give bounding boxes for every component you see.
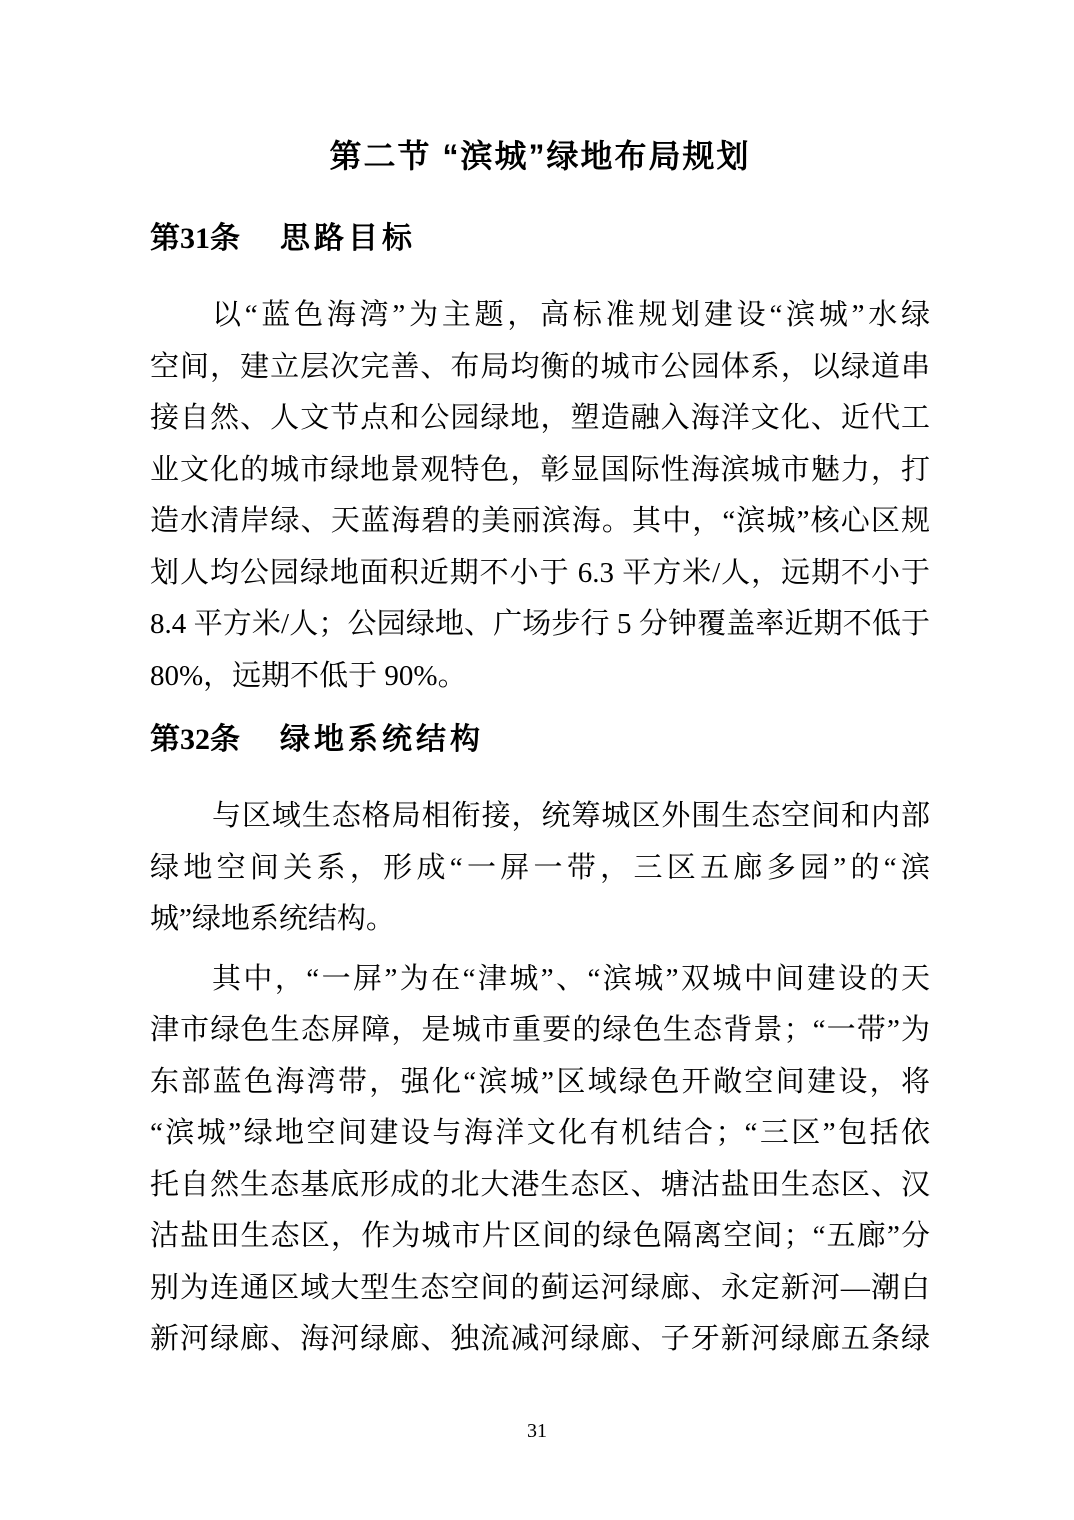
paragraph [150, 954, 930, 1366]
article-32-heading [150, 719, 930, 761]
text-line: 津市绿色生态屏障，是城市重要的绿色生态背景；“一带”为 [150, 1014, 930, 1046]
text-line: 8.4 平方米/人；公园绿地、广场步行 5 分钟覆盖率近期不低于 [150, 608, 930, 640]
text-line: 造水清岸绿、天蓝海碧的美丽滨海。其中，“滨城”核心区规 [150, 505, 930, 537]
page-number: 31 [527, 1420, 547, 1442]
text-line: 新河绿廊、海河绿廊、独流减河绿廊、子牙新河绿廊五条绿 [150, 1323, 930, 1355]
text-line: 空间，建立层次完善、布局均衡的城市公园体系，以绿道串 [150, 350, 930, 383]
text-line: 沽盐田生态区，作为城市片区间的绿色隔离空间；“五廊”分 [150, 1220, 930, 1252]
paragraph [150, 791, 930, 946]
text-line: 业文化的城市绿地景观特色，彰显国际性海滨城市魅力，打 [150, 453, 930, 486]
text-line: 接自然、人文节点和公园绿地，塑造融入海洋文化、近代工 [150, 402, 930, 434]
article-31 [150, 218, 930, 702]
section-title: 第二节 “滨城”绿地布局规划 [329, 138, 751, 174]
paragraph [150, 290, 930, 702]
text-line: 以“蓝色海湾”为主题，高标准规划建设“滨城”水绿 [212, 299, 930, 331]
text-line: 城”绿地系统结构。 [150, 903, 395, 935]
text-line: “滨城”绿地空间建设与海洋文化有机结合；“三区”包括依 [150, 1117, 930, 1149]
article-number: 第32条 [150, 723, 240, 756]
text-column [150, 0, 930, 1366]
text-line: 其中，“一屏”为在“津城”、“滨城”双城中间建设的天 [212, 962, 930, 995]
text-line: 东部蓝色海湾带，强化“滨城”区域绿色开敞空间建设，将 [150, 1065, 930, 1098]
article-title: 思路目标 [280, 222, 416, 255]
text-line: 托自然生态基底形成的北大港生态区、塘沽盐田生态区、汉 [150, 1168, 930, 1201]
text-line: 绿地空间关系，形成“一屏一带，三区五廊多园”的“滨 [150, 851, 930, 884]
text-line: 与区域生态格局相衔接，统筹城区外围生态空间和内部 [212, 800, 930, 832]
text-line: 80%，远期不低于 90%。 [150, 659, 467, 692]
article-32 [150, 719, 930, 1366]
article-number: 第31条 [150, 222, 240, 255]
article-title: 绿地系统结构 [280, 723, 484, 756]
text-line: 划人均公园绿地面积近期不小于 6.3 平方米/人，远期不小于 [150, 556, 930, 589]
article-31-heading [150, 218, 930, 260]
text-line: 别为连通区域大型生态空间的蓟运河绿廊、永定新河—潮白 [150, 1271, 930, 1304]
